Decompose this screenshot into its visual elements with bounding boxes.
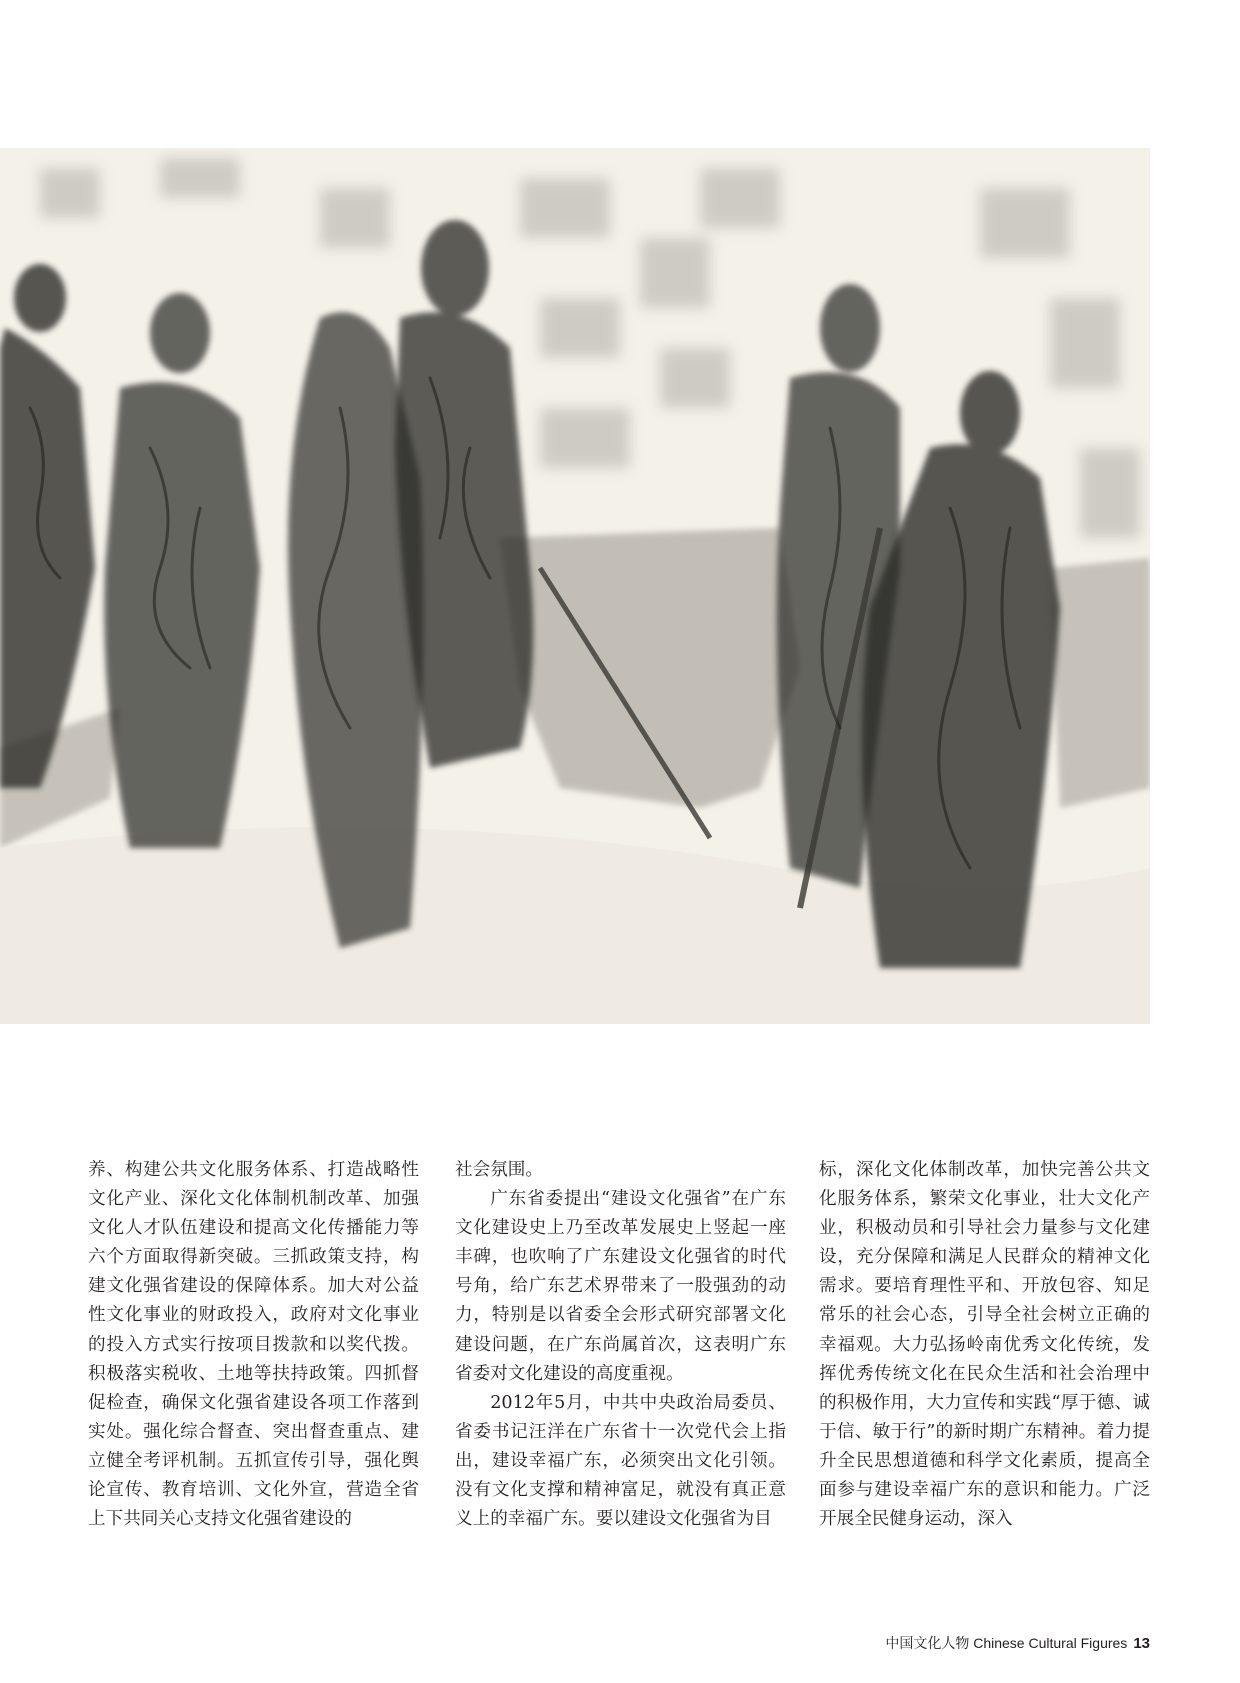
- ink-painting-illustration: [0, 148, 1150, 1024]
- magazine-title: 中国文化人物 Chinese Cultural Figures: [885, 1635, 1128, 1651]
- paragraph: 标，深化文化体制改革，加快完善公共文化服务体系，繁荣文化事业，壮大文化产业，积极动员和引导社会力量参与文化建设，充分保障和满足人民群众的精神文化需求。要培育理性平和、开放包容、知足常乐的社会心态，引导全社会树立正确的幸福观。大力弘扬岭南优秀文化传统，发挥优秀传统文化在民众生活和社会治理中的积极作用，大力宣传和实践“厚于德、诚于信、敏于行”的新时期广东精神。着力提升全民思想道德和科学文化素质，提高全面参与建设幸福广东的意识和能力。广泛开展全民健身运动，深入: [819, 1160, 1150, 1530]
- article-body: [88, 1156, 1150, 1556]
- article-column-1: [88, 1156, 419, 1534]
- paragraph: 广东省委提出“建设文化强省”在广东文化建设史上乃至改革发展史上竖起一座丰碑，也吹响了广东建设文化强省的时代号角，给广东艺术界带来了一股强劲的动力，特别是以省委全会形式研究部署文化建设问题，在广东尚属首次，这表明广东省委对文化建设的高度重视。: [455, 1189, 786, 1384]
- article-column-2: [455, 1156, 786, 1534]
- page-footer: [885, 1633, 1150, 1653]
- paragraph: 社会氛围。: [455, 1160, 543, 1180]
- paragraph: 2012年5月，中共中央政治局委员、省委书记汪洋在广东省十一次党代会上指出，建设幸福广东，必须突出文化引领。没有文化支撑和精神富足，就没有真正意义上的幸福广东。要以建设文化强省为目: [455, 1392, 786, 1530]
- paragraph: 养、构建公共文化服务体系、打造战略性文化产业、深化文化体制机制改革、加强文化人才队伍建设和提高文化传播能力等六个方面取得新突破。三抓政策支持，构建文化强省建设的保障体系。加大对公益性文化事业的财政投入，政府对文化事业的投入方式实行按项目拨款和以奖代拨。积极落实税收、土地等扶持政策。四抓督促检查，确保文化强省建设各项工作落到实处。强化综合督查、突出督查重点、建立健全考评机制。五抓宣传引导，强化舆论宣传、教育培训、文化外宣，营造全省上下共同关心支持文化强省建设的: [88, 1160, 419, 1530]
- article-column-3: [819, 1156, 1150, 1534]
- ink-painting-artwork: [0, 148, 1150, 1024]
- figure-far-left: [0, 264, 95, 788]
- page-number: 13: [1133, 1635, 1150, 1652]
- figure-left-1: [104, 293, 260, 848]
